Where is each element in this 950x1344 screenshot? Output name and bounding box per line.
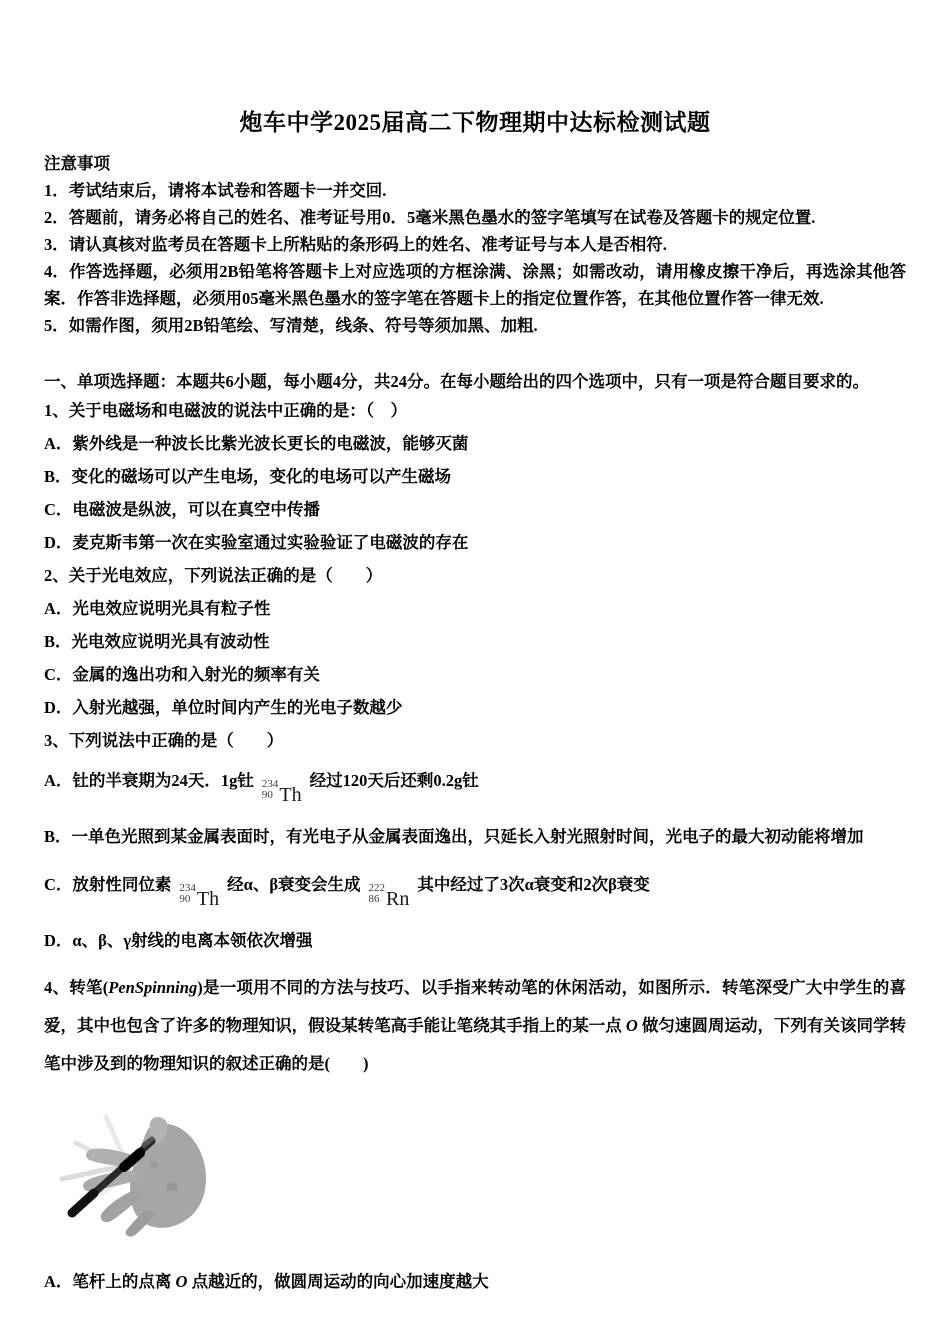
- pen-spinning-figure: [54, 1109, 210, 1237]
- notice-item-3: 3．请认真核对监考员在答题卡上所粘贴的条形码上的姓名、准考证号与本人是否相符.: [44, 235, 667, 254]
- q1-option-d: D．麦克斯韦第一次在实验室通过实验验证了电磁波的存在: [44, 533, 469, 552]
- page-title: 炮车中学2025届高二下物理期中达标检测试题: [239, 110, 711, 135]
- question-1: [44, 394, 906, 559]
- stem-italic-penspinning: PenSpinning: [108, 978, 198, 997]
- question-4: [44, 969, 906, 1298]
- q2-option-b: B．光电效应说明光具有波动性: [44, 632, 270, 651]
- option-italic-point-o: O: [175, 1272, 188, 1291]
- element-symbol: Rn: [386, 888, 410, 910]
- notices-heading: 注意事项: [44, 154, 110, 173]
- atomic-number: 90: [179, 893, 191, 905]
- question-3-stem: 3、下列说法中正确的是（ ）: [44, 731, 284, 750]
- atomic-number: 86: [368, 893, 380, 905]
- nuclide-rn-222: [368, 882, 410, 910]
- option-text: A．笔杆上的点离: [44, 1272, 176, 1291]
- nuclide-th-234: [261, 778, 302, 806]
- q2-option-c: C．金属的逸出功和入射光的频率有关: [44, 665, 320, 684]
- option-text: 经过120天后还剩0.2g钍: [309, 771, 479, 790]
- q3-option-c: [44, 861, 906, 917]
- q4-option-a: [44, 1265, 906, 1298]
- stem-text: 做匀速圆周运动，下列有关该同学转笔中涉及到的物理知识的叙述正确的是( ): [44, 1016, 907, 1073]
- q2-option-a: A．光电效应说明光具有粒子性: [44, 599, 271, 618]
- q1-option-c: C．电磁波是纵波，可以在真空中传播: [44, 500, 320, 519]
- question-3: [44, 724, 906, 965]
- option-text: A．钍的半衰期为24天．1g钍: [44, 771, 254, 790]
- stem-text: )是一项用不同的方法与技巧、以手指来转动笔的休闲活动，如图所示．转笔深受广大中学生的喜爱，其中也包含了许多的物理知识，假设某转笔高手能让笔绕其手指上的某一点: [44, 978, 906, 1035]
- q1-option-a: A．紫外线是一种波长比紫光波长更长的电磁波，能够灭菌: [44, 434, 469, 453]
- element-symbol: Th: [196, 888, 220, 910]
- q1-option-b: B．变化的磁场可以产生电场，变化的电场可以产生磁场: [44, 467, 452, 486]
- notice-item-4: 4．作答选择题，必须用2B铅笔将答题卡上对应选项的方框涂满、涂黑；如需改动，请用橡皮擦干净后，再选涂其他答案．作答非选择题，必须用05毫米黑色墨水的签字笔在答题卡上的指定位置作答，在其他位置作答一律无效.: [44, 262, 906, 308]
- notice-item-5: 5．如需作图，须用2B铅笔绘、写清楚，线条、符号等须加黑、加粗.: [44, 316, 538, 335]
- q3-option-d: D．α、β、γ射线的电离本领依次增强: [44, 931, 313, 950]
- option-text: 点越近的，做圆周运动的向心加速度越大: [187, 1272, 489, 1291]
- question-2: [44, 559, 906, 724]
- question-4-stem: [44, 969, 906, 1083]
- q3-option-a: [44, 757, 906, 813]
- section-one-heading: 一、单项选择题：本题共6小题，每小题4分，共24分。在每小题给出的四个选项中，只有一项是符合题目要求的。: [44, 372, 869, 391]
- page-content: [44, 151, 906, 1298]
- option-text: 其中经过了3次α衰变和2次β衰变: [417, 875, 650, 894]
- q3-option-b: B．一单色光照到某金属表面时，有光电子从金属表面逸出，只延长入射光照射时间，光电子的最大初动能将增加: [44, 827, 864, 846]
- notice-item-2: 2．答题前，请务必将自己的姓名、准考证号用0．5毫米黑色墨水的签字笔填写在试卷及答题卡的规定位置.: [44, 208, 816, 227]
- nuclide-numbers: [262, 779, 279, 801]
- nuclide-numbers: [179, 883, 196, 905]
- notice-item-1: 1．考试结束后，请将本试卷和答题卡一并交回.: [44, 181, 387, 200]
- mass-number: 234: [179, 882, 196, 894]
- element-symbol: Th: [279, 784, 302, 806]
- hand-shape: [83, 1117, 206, 1237]
- atomic-number: 90: [261, 789, 273, 801]
- mass-number: 222: [368, 882, 386, 894]
- stem-text: 4、转笔(: [44, 978, 109, 997]
- question-1-stem: 1、关于电磁场和电磁波的说法中正确的是：（ ）: [44, 401, 407, 420]
- option-text: 经α、β衰变会生成: [227, 875, 361, 894]
- nuclide-th-234: [179, 882, 220, 910]
- mass-number: 234: [261, 778, 279, 790]
- question-2-stem: 2、关于光电效应，下列说法正确的是（ ）: [44, 566, 383, 585]
- option-text: C．放射性同位素: [44, 875, 172, 894]
- q2-option-d: D．入射光越强，单位时间内产生的光电子数越少: [44, 698, 403, 717]
- nuclide-numbers: [369, 883, 386, 905]
- stem-italic-point-o: O: [625, 1016, 638, 1035]
